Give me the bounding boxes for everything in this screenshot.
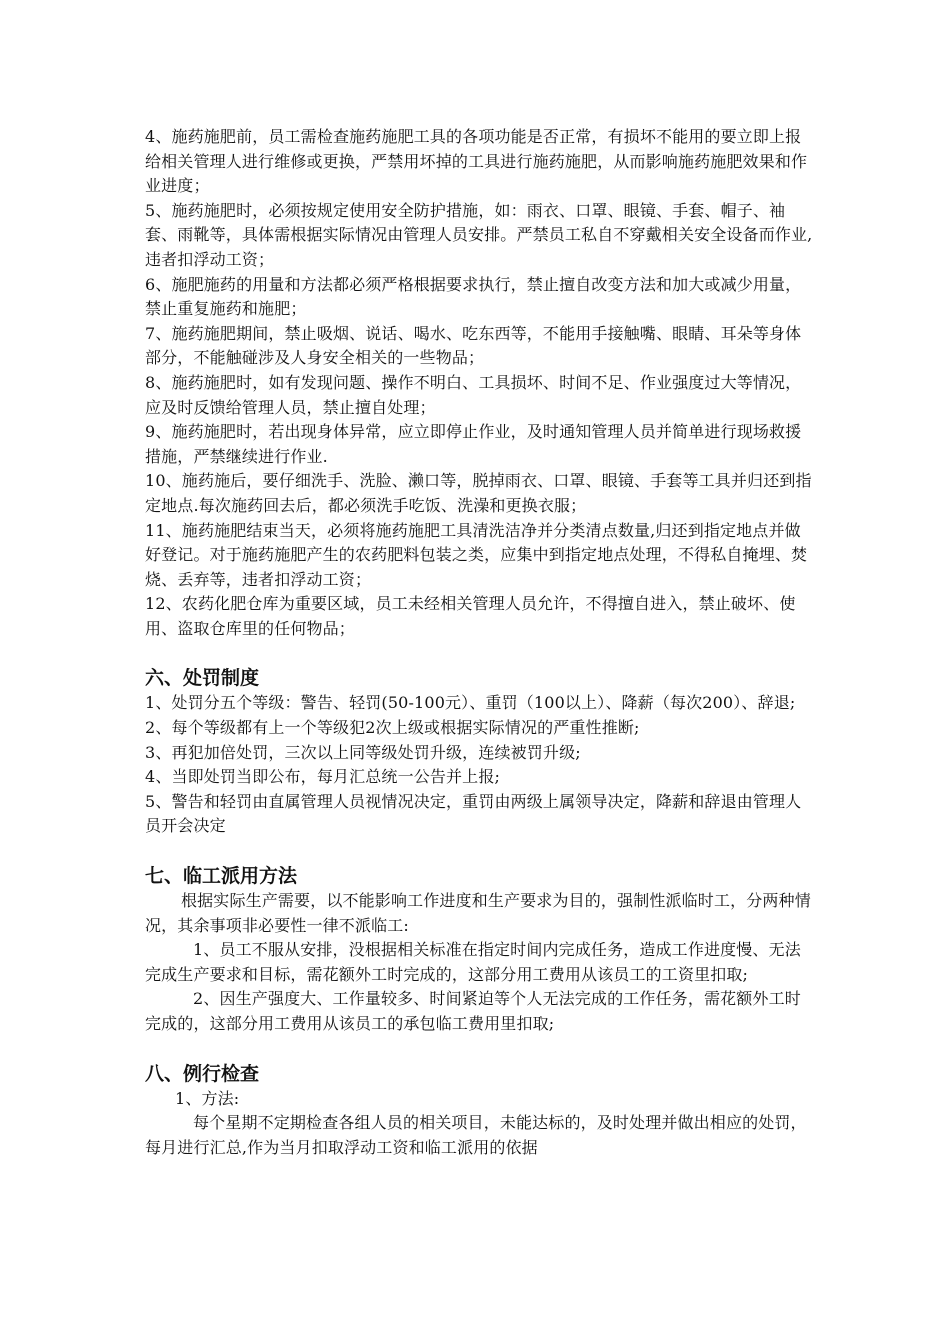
section-spacer [145,1037,813,1061]
penalty-item-5: 5、警告和轻罚由直属管理人员视情况决定，重罚由两级上属领导决定，降薪和辞退由管理人员开会决定 [145,791,802,836]
penalty-item-1: 1、处罚分五个等级：警告、轻罚(50-100元）、重罚（100以上）、降薪（每次200）、辞退; [145,693,796,713]
rule-item-5: 5、施药施肥时，必须按规定使用安全防护措施，如：雨衣、口罩、眼镜、手套、帽子、袖套、雨靴等，具体需根据实际情况由管理人员安排。严禁员工私自不穿戴相关安全设备而作业,违者扣浮动工资； [145,200,813,269]
document-body [145,125,813,1160]
rule-item-10: 10、施药施后，要仔细洗手、洗脸、濑口等，脱掉雨衣、口罩、眼镜、手套等工具并归还到指定地点.每次施药回去后，都必须洗手吃饭、洗澡和更换衣服； [145,471,812,515]
rule-item-7: 7、施药施肥期间，禁止吸烟、说话、喝水、吃东西等，不能用手接触嘴、眼睛、耳朵等身体部分，不能触碰涉及人身安全相关的一些物品； [145,323,802,368]
temp-worker-intro: 根据实际生产需要，以不能影响工作进度和生产要求为目的，强制性派临时工，分两种情况，其余事项非必要性一律不派临工: [145,891,811,935]
penalty-item-3: 3、再犯加倍处罚，三次以上同等级处罚升级，连续被罚升级; [145,742,581,762]
temp-worker-item-1: 1、员工不服从安排，没根据相关标准在指定时间内完成任务，造成工作进度慢、无法完成生产要求和目标，需花额外工时完成的，这部分用工费用从该员工的工资里扣取; [145,940,801,984]
rule-item-11: 11、施药施肥结束当天，必须将施药施肥工具清洗洁净并分类清点数量,归还到指定地点并做好登记。对于施药施肥产生的农药肥料包装之类，应集中到指定地点处理，不得私自掩埋、焚烧、丢弃等，违者扣浮动工资； [145,520,808,589]
rule-item-4: 4、施药施肥前，员工需检查施药施肥工具的各项功能是否正常，有损坏不能用的要立即上报给相关管理人进行维修或更换，严禁用坏掉的工具进行施药施肥，从而影响施药施肥效果和作业进度； [145,127,808,196]
section-spacer [145,839,813,863]
inspection-method-label: 1、方法: [175,1088,240,1108]
temp-worker-item-2: 2、因生产强度大、工作量较多、时间紧迫等个人无法完成的工作任务，需花额外工时完成的，这部分用工费用从该员工的承包临工费用里扣取; [145,989,801,1033]
penalty-item-4: 4、当即处罚当即公布，每月汇总统一公告并上报; [145,767,501,787]
section-8-heading: 八、例行检查 [145,1062,260,1085]
rule-item-9: 9、施药施肥时，若出现身体异常，应立即停止作业，及时通知管理人员并简单进行现场救援措施，严禁继续进行作业. [145,422,802,466]
rule-item-8: 8、施药施肥时，如有发现问题、操作不明白、工具损坏、时间不足、作业强度过大等情况，应及时反馈给管理人员，禁止擅自处理； [145,372,802,417]
section-spacer [145,641,813,665]
inspection-method-text: 每个星期不定期检查各组人员的相关项目，未能达标的，及时处理并做出相应的处罚，每月进行汇总,作为当月扣取浮动工资和临工派用的依据 [145,1113,807,1157]
section-7-heading: 七、临工派用方法 [145,865,298,888]
section-6-heading: 六、处罚制度 [145,667,260,690]
rule-item-6: 6、施肥施药的用量和方法都必须严格根据要求执行，禁止擅自改变方法和加大或减少用量，禁止重复施药和施肥； [145,274,802,319]
rule-item-12: 12、农药化肥仓库为重要区域，员工未经相关管理人员允许，不得擅自进入，禁止破坏、使用、盗取仓库里的任何物品； [145,594,796,638]
penalty-item-2: 2、每个等级都有上一个等级犯2次上级或根据实际情况的严重性推断; [145,718,640,738]
